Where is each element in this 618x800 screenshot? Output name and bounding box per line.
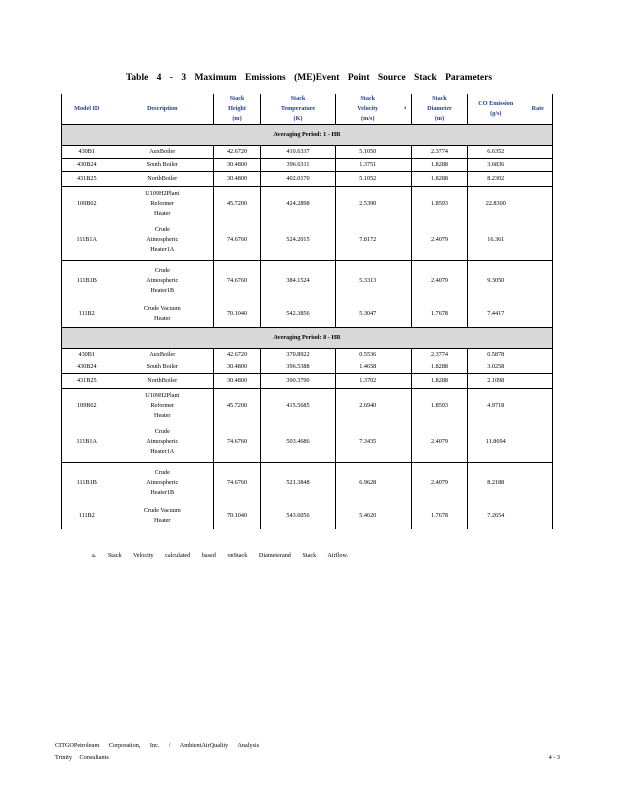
diameter-cell: 2.3774 <box>412 146 468 159</box>
diameter-cell: 2.4079 <box>412 220 468 261</box>
stack-parameters-table <box>61 94 553 529</box>
velocity-spacer-cell <box>400 187 412 221</box>
model-id-cell: 111B1B <box>62 261 112 302</box>
co-emission-cell: 22.8300 <box>468 187 524 221</box>
height-cell: 42.6720 <box>214 349 261 362</box>
velocity-spacer-cell <box>400 159 412 172</box>
velocity-cell: 6.9628 <box>336 463 400 504</box>
table-row <box>62 159 553 172</box>
temperature-cell: 410.6337 <box>261 146 336 159</box>
col-header-co-emission: CO Emission (g/s) <box>468 94 524 125</box>
table-row <box>62 361 553 374</box>
rate-cell <box>524 301 553 328</box>
diameter-cell: 1.8288 <box>412 361 468 374</box>
description-cell: NorthBoiler <box>112 374 214 389</box>
diameter-cell: 1.8288 <box>412 172 468 187</box>
table-row <box>62 503 553 529</box>
velocity-cell: 5.4620 <box>359 512 377 519</box>
diameter-cell: 1.7678 <box>412 503 468 529</box>
velocity-cell: 1.3702 <box>336 374 400 389</box>
temperature-cell: 370.8922 <box>261 349 336 362</box>
rate-cell <box>524 261 553 302</box>
table-row <box>62 301 553 328</box>
description-cell: AuxBoiler <box>112 146 214 159</box>
rate-cell <box>524 146 553 159</box>
velocity-cell: 5.1050 <box>359 148 377 155</box>
col-header-height: Stack Height (m) <box>214 94 261 125</box>
rate-cell <box>524 187 553 221</box>
temperature-cell: 402.0170 <box>261 172 336 187</box>
velocity-cell: 7.3435 <box>359 438 377 445</box>
velocity-cell: 2.5390 <box>336 187 400 221</box>
velocity-cell: 2.6940 <box>336 389 400 423</box>
col-header-description: Description <box>112 94 214 125</box>
description-cell: AuxBoiler <box>112 349 214 362</box>
model-id-cell: 111B1A <box>62 220 112 261</box>
diameter-cell: 2.3774 <box>412 349 468 362</box>
co-emission-cell: 8.2188 <box>468 463 524 504</box>
co-emission-cell: 9.3050 <box>468 261 524 302</box>
rate-cell <box>524 172 553 187</box>
averaging-period-label: Averaging Period: 8 - HR <box>62 328 553 349</box>
rate-cell <box>524 361 553 374</box>
temperature-cell: 415.5685 <box>261 389 336 423</box>
velocity-spacer-cell <box>400 389 412 423</box>
model-id-cell: 431B25 <box>62 172 112 187</box>
height-cell: 30.4800 <box>214 374 261 389</box>
velocity-cell: 5.1052 <box>336 172 400 187</box>
table-row <box>62 146 553 159</box>
temperature-cell: 396.5388 <box>261 361 336 374</box>
rate-cell <box>524 422 553 463</box>
velocity-cell: 5.3047 <box>359 310 377 317</box>
velocity-spacer-cell <box>400 503 412 529</box>
model-id-cell: 111B2 <box>62 503 112 529</box>
velocity-cell: 1.4658 <box>359 363 377 370</box>
model-id-cell: 111B1B <box>62 463 112 504</box>
rate-cell <box>524 463 553 504</box>
diameter-cell: 1.7678 <box>412 301 468 328</box>
height-cell: 74.6760 <box>214 463 261 504</box>
model-id-cell: 431B25 <box>62 374 112 389</box>
co-emission-cell: 4.9718 <box>468 389 524 423</box>
velocity-spacer-cell <box>400 374 412 389</box>
model-id-cell: 430B24 <box>62 159 112 172</box>
height-cell: 42.6720 <box>214 146 261 159</box>
averaging-period-label: Averaging Period: 1 - HR <box>62 125 553 146</box>
temperature-cell: 524.2015 <box>261 220 336 261</box>
velocity-spacer-cell <box>400 361 412 374</box>
footer-company: CITGOPetroleum Corporation, Inc. / AmbientAirQuality Analysis <box>55 742 260 749</box>
rate-cell <box>524 389 553 423</box>
temperature-cell: 542.3856 <box>261 301 336 328</box>
co-emission-cell: 11.8694 <box>485 438 506 445</box>
col-header-temperature: Stack Temperature (K) <box>261 94 336 125</box>
height-cell: 30.4800 <box>214 172 261 187</box>
co-emission-cell: 0.5878 <box>487 351 505 358</box>
rate-cell <box>524 374 553 389</box>
velocity-spacer-cell <box>400 422 412 463</box>
velocity-spacer-cell <box>400 220 412 261</box>
description-cell: South Boiler <box>112 361 214 374</box>
table-row <box>62 220 553 261</box>
velocity-spacer-cell <box>400 301 412 328</box>
velocity-cell: 0.5536 <box>359 351 377 358</box>
table-title: Table 4 - 3 Maximum Emissions (ME)Event Point Source Stack Parameters <box>125 73 493 83</box>
rate-cell <box>524 159 553 172</box>
temperature-cell: 384.1524 <box>261 261 336 302</box>
table-row <box>62 463 553 504</box>
temperature-cell: 390.3790 <box>261 374 336 389</box>
model-id-cell: 430B1 <box>62 349 112 362</box>
rate-cell <box>524 503 553 529</box>
table-row <box>62 374 553 389</box>
rate-cell <box>524 349 553 362</box>
diameter-cell: 1.8593 <box>412 187 468 221</box>
height-cell: 74.6760 <box>214 422 261 463</box>
velocity-cell: 5.3313 <box>336 261 400 302</box>
temperature-cell: 521.3848 <box>261 463 336 504</box>
height-cell: 30.4800 <box>214 159 261 172</box>
description-cell: Crude Vacuum Heater <box>112 301 214 328</box>
table-row <box>62 187 553 221</box>
height-cell: 74.6760 <box>214 261 261 302</box>
col-header-velocity: Stack Velocity (m/s) <box>336 94 400 125</box>
diameter-cell: 1.8593 <box>412 389 468 423</box>
description-cell: Crude Atmospheric Heater1B <box>112 463 214 504</box>
height-cell: 74.6760 <box>214 220 261 261</box>
co-emission-cell: 2.1098 <box>468 374 524 389</box>
rate-cell <box>524 220 553 261</box>
description-cell: Crude Atmospheric Heater1B <box>112 261 214 302</box>
table-row <box>62 389 553 423</box>
table-row <box>62 422 553 463</box>
diameter-cell: 1.8288 <box>412 374 468 389</box>
col-header-rate: Rate <box>524 94 553 125</box>
model-id-cell: 430B24 <box>62 361 112 374</box>
col-header-model-id: Model ID <box>62 94 112 125</box>
table-body <box>62 125 553 530</box>
page-number: 4 - 3 <box>548 754 560 761</box>
temperature-cell: 424.2898 <box>261 187 336 221</box>
height-cell: 45.7200 <box>214 187 261 221</box>
velocity-spacer-cell <box>400 463 412 504</box>
description-cell: Crude Vacuum Heater <box>112 503 214 529</box>
diameter-cell: 2.4079 <box>412 261 468 302</box>
velocity-spacer-cell <box>400 261 412 302</box>
model-id-cell: 430B1 <box>62 146 112 159</box>
description-cell: Crude Atmospheric Heater1A <box>112 220 214 261</box>
footnote: a. Stack Velocity calculated based onStack Diameterand Stack Airflow. <box>92 552 349 559</box>
co-emission-cell: 7.2654 <box>487 512 505 519</box>
diameter-cell: 1.8288 <box>412 159 468 172</box>
height-cell: 70.1040 <box>214 503 261 529</box>
co-emission-cell: 3.6836 <box>468 159 524 172</box>
temperature-cell: 396.6311 <box>261 159 336 172</box>
velocity-spacer-cell <box>400 146 412 159</box>
footer-consultant: Trinity Consultants <box>55 754 109 761</box>
table-row <box>62 261 553 302</box>
co-emission-cell: 8.2302 <box>468 172 524 187</box>
description-cell: Crude Atmospheric Heater1A <box>112 422 214 463</box>
table-row <box>62 172 553 187</box>
table-row <box>62 349 553 362</box>
temperature-cell: 503.4686 <box>261 422 336 463</box>
model-id-cell: 109B62 <box>62 187 112 221</box>
model-id-cell: 111B1A <box>62 422 112 463</box>
diameter-cell: 2.4079 <box>412 463 468 504</box>
velocity-cell: 7.8172 <box>359 236 377 243</box>
description-cell: U109H2Plant Reformer Heater <box>112 187 214 221</box>
diameter-cell: 2.4079 <box>412 422 468 463</box>
co-emission-cell: 3.0258 <box>487 363 505 370</box>
height-cell: 45.7200 <box>214 389 261 423</box>
temperature-cell: 543.6056 <box>261 503 336 529</box>
description-cell: NorthBoiler <box>112 172 214 187</box>
velocity-footnote-marker: a <box>400 94 412 125</box>
col-header-diameter: Stack Diameter (m) <box>412 94 468 125</box>
model-id-cell: 111B2 <box>62 301 112 328</box>
height-cell: 70.1040 <box>214 301 261 328</box>
velocity-cell: 1.3751 <box>336 159 400 172</box>
description-cell: South Boiler <box>112 159 214 172</box>
model-id-cell: 109B62 <box>62 389 112 423</box>
height-cell: 30.4800 <box>214 361 261 374</box>
co-emission-cell: 16.361 <box>487 236 505 243</box>
co-emission-cell: 6.6352 <box>487 148 505 155</box>
description-cell: U109H2Plant Reformer Heater <box>112 389 214 423</box>
velocity-spacer-cell <box>400 349 412 362</box>
co-emission-cell: 7.4417 <box>487 310 505 317</box>
velocity-spacer-cell <box>400 172 412 187</box>
